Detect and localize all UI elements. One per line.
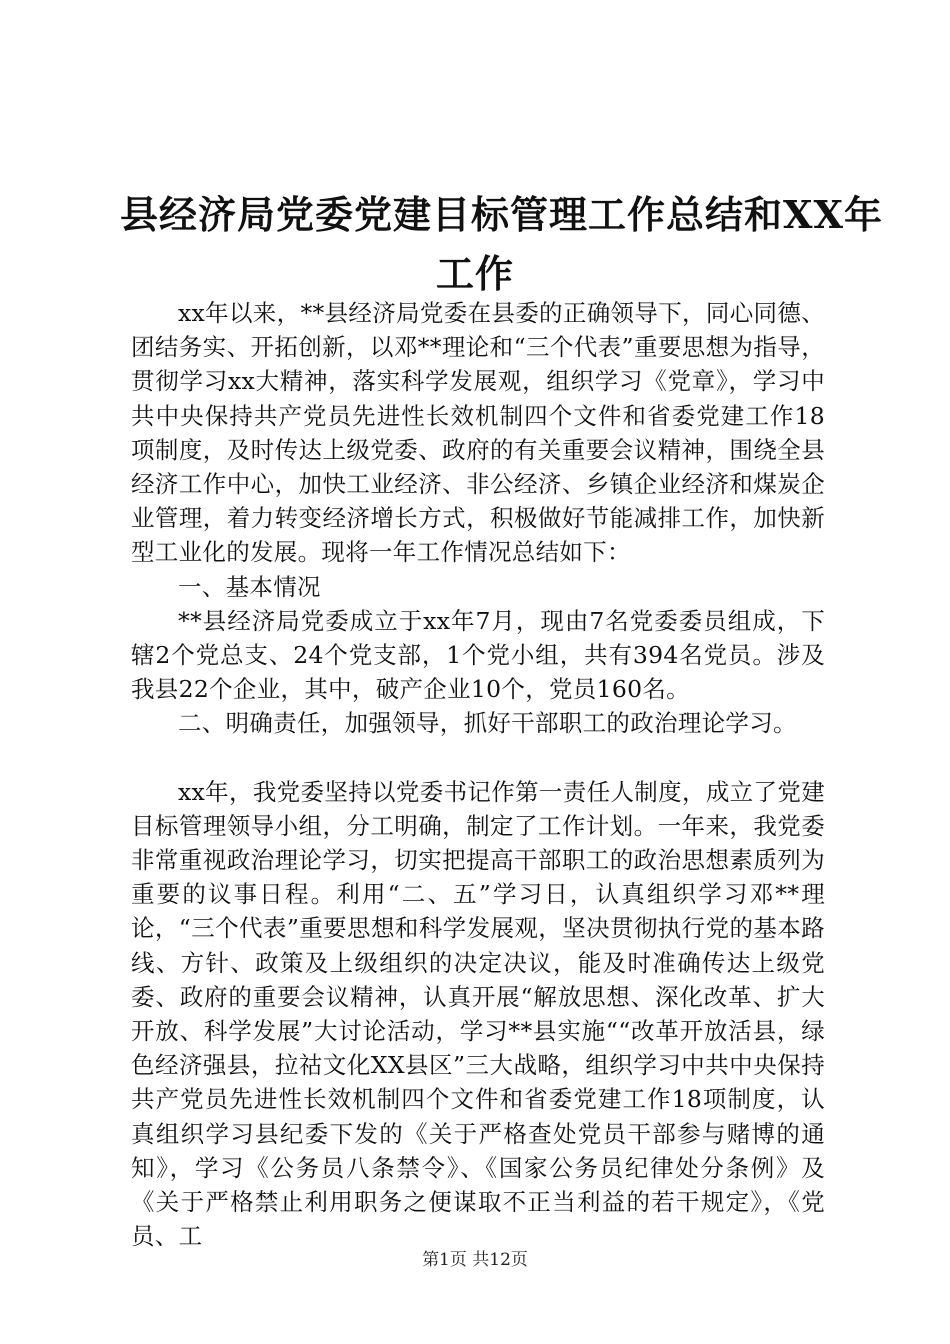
document-body <box>131 296 825 1253</box>
paragraph-intro: xx年以来，**县经济局党委在县委的正确领导下，同心同德、团结务实、开拓创新，以邓**理论和“三个代表”重要思想为指导，贯彻学习xx大精神，落实科学发展观，组织学习《党章》，学习中共中央保持共产党员先进性长效机制四个文件和省委党建工作18项制度，及时传达上级党委、政府的有关重要会议精神，围绕全县经济工作中心，加快工业经济、非公经济、乡镇企业经济和煤炭企业管理，着力转变经济增长方式，积极做好节能减排工作，加快新型工业化的发展。现将一年工作情况总结如下： <box>131 299 825 567</box>
document-title-line-1: 县经济局党委党建目标管理工作总结和XX年 <box>120 192 883 237</box>
paragraph-basic-situation: **县经济局党委成立于xx年7月，现由7名党委委员组成，下辖2个党总支、24个党支部，1个党小组，共有394名党员。涉及我县22个企业，其中，破产企业10个，党员160名。 <box>131 606 825 704</box>
page-number: 第1页 共12页 <box>422 1250 528 1270</box>
section-heading-basic-situation: 一、基本情况 <box>178 572 321 601</box>
paragraph-responsibility: xx年，我党委坚持以党委书记作第一责任人制度，成立了党建目标管理领导小组，分工明确，制定了工作计划。一年来，我党委非常重视政治理论学习，切实把提高干部职工的政治思想素质列为重要的议事日程。利用“二、五”学习日，认真组织学习邓**理论，“三个代表”重要思想和科学发展观，坚决贯彻执行党的基本路线、方针、政策及上级组织的决定决议，能及时准确传达上级党委、政府的重要会议精神，认真开展“解放思想、深化改革、扩大开放、科学发展”大讨论活动，学习**县实施““改革开放活县，绿色经济强县，拉祜文化XX县区”三大战略，组织学习中共中央保持共产党员先进性长效机制四个文件和省委党建工作18项制度，认真组织学习县纪委下发的《关于严格查处党员干部参与赌博的通知》，学习《公务员八条禁令》、《国家公务员纪律处分条例》及《关于严格禁止利用职务之便谋取不正当利益的若干规定》，《党员、工 <box>131 777 825 1251</box>
section-heading-responsibility: 二、明确责任，加强领导，抓好干部职工的政治理论学习。 <box>178 709 797 738</box>
document-title-line-2: 工作 <box>435 251 514 296</box>
paragraph-spacer <box>131 741 825 775</box>
